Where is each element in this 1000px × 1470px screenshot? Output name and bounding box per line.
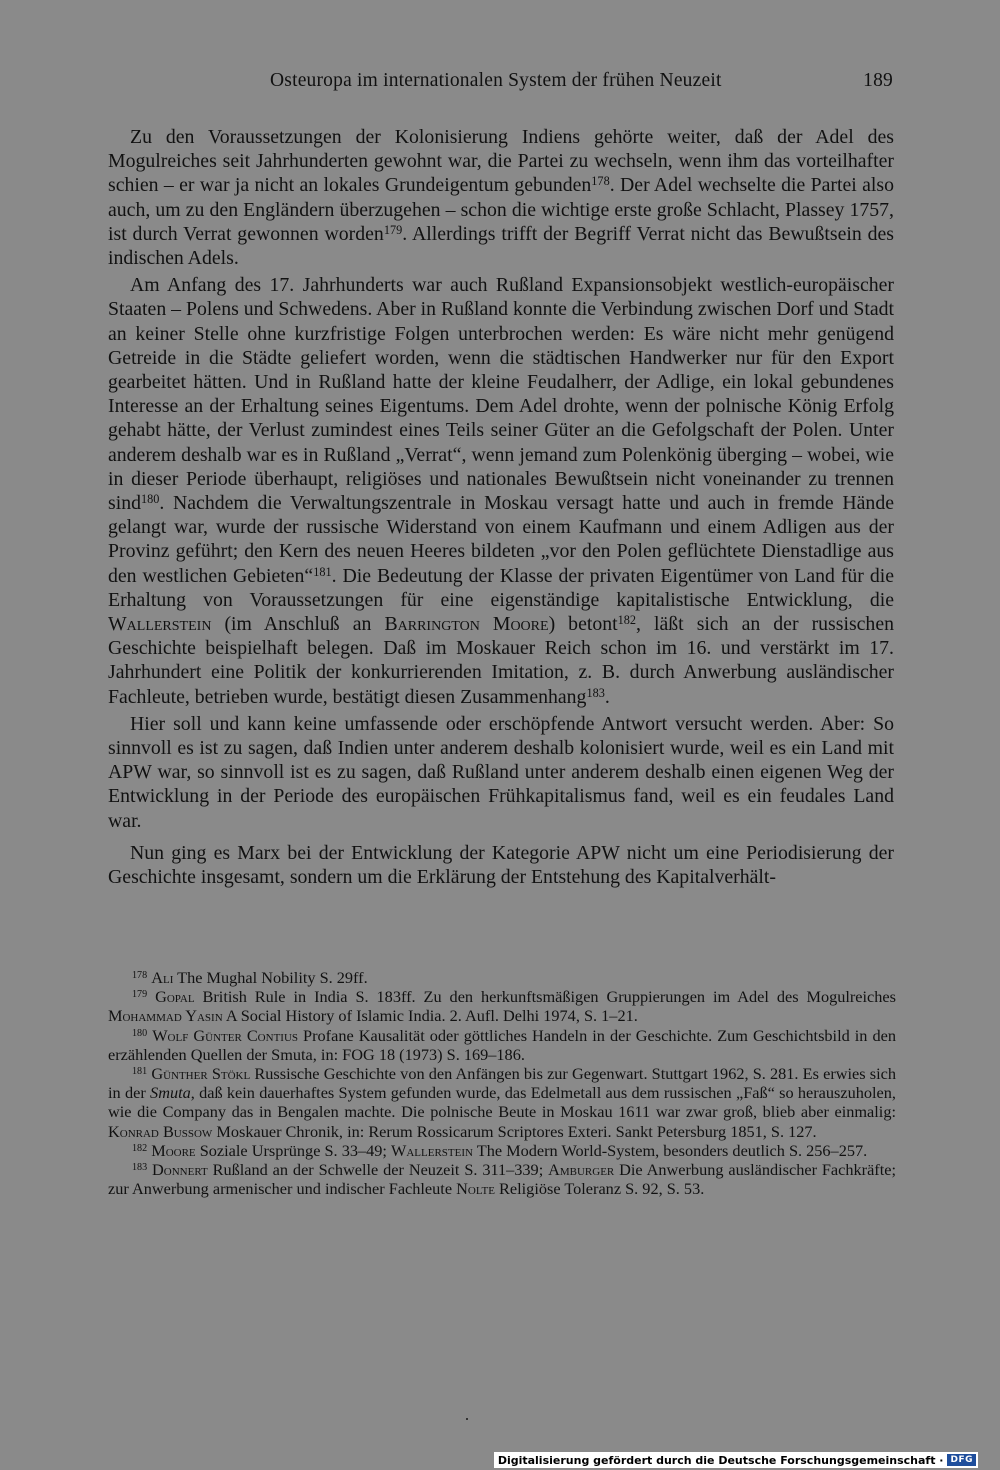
footnote-number: 179: [132, 989, 148, 1001]
running-header: [108, 70, 893, 96]
author-name: Ali: [151, 968, 174, 987]
author-name: Barrington Moore: [384, 613, 549, 636]
footnote-ref-182[interactable]: 182: [617, 612, 637, 627]
author-name: Donnert: [152, 1160, 208, 1180]
text-run: The Mughal Nobility S. 29ff.: [173, 968, 368, 987]
text-run: The Modern World-System, besonders deutlich S. 256–257.: [472, 1140, 868, 1160]
paragraph-4: Nun ging es Marx bei der Entwicklung der Kategorie APW nicht um eine Periodisierung der Geschichte insgesamt, sondern um die Erklärung der Entstehung des Kapitalverhält-: [108, 841, 894, 889]
footnote-ref-181[interactable]: 181: [313, 564, 332, 579]
main-text: [108, 125, 894, 889]
footnote-ref-183[interactable]: 183: [586, 685, 605, 700]
text-run: . Nachdem die Verwaltungszentrale in Moskau versagt hatte und auch in fremde Hände gelangt war, wurde der russische Widerstand von einem Kaufmann und einem Adligen aus der Provinz geführt; den Kern des neuen Heeres bildeten „vor den Polen geflüchtete Dienstadlige aus den westlichen Gebieten“: [108, 492, 894, 587]
footnote-ref-179[interactable]: 179: [383, 222, 403, 237]
footnote-183: [108, 1160, 896, 1198]
text-run: British Rule in India S. 183ff. Zu den herkunftsmäßigen Gruppierungen im Adel des Mogulreiches: [194, 987, 896, 1007]
text-run: .: [604, 685, 610, 708]
text-run: , läßt sich an der russischen Geschichte beispielhaft belegen. Daß im Moskauer Reich schon im 16. und verstärkt im 17. Jahrhundert eine Politik der konkurrierenden Imitation, z. B. durch Anwerbung ausländischer Fachleute, betrieben wurde, bestätigt diesen Zusammenhang: [108, 613, 894, 708]
text-run: Am Anfang des 17. Jahrhunderts war auch Rußland Expansionsobjekt westlich-europäischer Staaten – Polens und Schwedens. Aber in Rußland konnte die Verbindung zwischen Dorf und Stadt an keiner Stelle ohne kurzfristige Folgen unterbrochen werden: Es wäre nicht mehr genügend Getreide in die Städte geliefert worden, wenn die städtischen Handwerker nur für den Export gearbeitet hätten. Und in Rußland hatte der kleine Feudalherr, der Adlige, ein lokal gebundenes Interesse an der Erhaltung seines Eigentums. Dem Adel drohte, wenn der polnische König Erfolg gehabt hätte, der Verlust zumindest eines Teils seiner Güter an die Gefolgschaft der Polen. Unter anderem deshalb war es in Rußland „Verrat“, wenn jemand zum Polenkönig überging – wobei, wie in dieser Periode überhaupt, religiöses und nationales Bewußtsein nicht voneinander zu trennen sind: [108, 274, 894, 515]
running-title: Osteuropa im internationalen System der frühen Neuzeit: [270, 70, 722, 91]
footnote-179: [108, 987, 896, 1025]
text-run: Moskauer Chronik, in: Rerum Rossicarum Scriptores Exteri. Sankt Petersburg 1851, S. 127.: [212, 1121, 817, 1141]
text-run: Religiöse Toleranz S. 92, S. 53.: [494, 1179, 705, 1199]
text-run: Soziale Ursprünge S. 33–49;: [195, 1140, 391, 1160]
italic-term: Smuta: [150, 1083, 191, 1103]
author-name: Konrad Bussow: [108, 1121, 213, 1141]
author-name: Nolte: [456, 1179, 495, 1199]
footnote-ref-178[interactable]: 178: [591, 174, 610, 189]
paragraph-1: [108, 125, 894, 270]
footnote-number: 182: [132, 1142, 148, 1154]
footnote-number: 180: [132, 1027, 148, 1039]
text-run: Profane Kausalität oder göttliches Handeln in der Geschichte. Zum Geschichtsbild in den erzählenden Quellen der Smuta, in: FOG 18 (1973) S. 169–186.: [108, 1025, 896, 1064]
footnote-182: [108, 1141, 896, 1160]
paragraph-3: Hier soll und kann keine umfassende oder erschöpfende Antwort versucht werden. Aber: So sinnvoll es ist zu sagen, daß Indien unter anderem deshalb kolonisiert wurde, weil es ein Land mit APW war, so sinnvoll ist es zu sagen, daß Rußland unter anderem deshalb einen eigenen Weg der Entwicklung in der Periode des europäischen Frühkapitalismus fand, weil es ein feudales Land war.: [108, 712, 894, 832]
text-run: A Social History of Islamic India. 2. Aufl. Delhi 1974, S. 1–21.: [222, 1006, 638, 1026]
author-name: Moore: [151, 1140, 196, 1160]
footnote-number: 183: [132, 1161, 148, 1173]
author-name: Amburger: [548, 1160, 615, 1180]
paragraph-2: [108, 273, 894, 709]
text-run: Zu den Voraussetzungen der Kolonisierung Indiens gehörte weiter, daß der Adel des Mogulreiches seit Jahrhunderten gewohnt war, die Partei zu wechseln, wenn ihm das vorteilhafter schien – er war ja nicht an lokales Grundeigentum gebunden: [108, 126, 894, 197]
footnote-number: 178: [132, 969, 148, 981]
footnote-180: [108, 1026, 896, 1064]
text-run: . Der Adel wechselte die Partei also auch, um zu den Engländern überzugehen – schon die wichtige erste große Schlacht, Plassey 1757, ist durch Verrat gewonnen worden: [108, 174, 894, 245]
scan-speck: [466, 1418, 468, 1420]
dfg-logo: DFG: [947, 1454, 976, 1466]
author-name: Gopal: [155, 987, 195, 1007]
footnote-178: [108, 968, 896, 987]
footnotes: [108, 968, 896, 1198]
author-name: Wallerstein: [391, 1140, 473, 1160]
text-run: , daß kein dauerhaftes System gefunden wurde, das Edelmetall aus dem russischen „Faß“ so herauszuholen, wie die Company das in Bengalen machte. Die polnische Beute in Moskau 1611 war zwar groß, blieb aber einmalig:: [108, 1083, 896, 1122]
author-name: Günther Stökl: [151, 1064, 251, 1084]
text-run: Russische Geschichte von den Anfängen bis zur Gegenwart. Stuttgart 1962, S. 281. Es erwies sich in der: [108, 1064, 896, 1103]
credit-text: Digitalisierung gefördert durch die Deutsche Forschungsgemeinschaft ·: [497, 1453, 944, 1467]
text-run: Die Anwerbung ausländischer Fachkräfte; zur Anwerbung armenischer und indischer Fachleute: [108, 1160, 896, 1199]
text-run: ) betont: [548, 613, 618, 636]
author-name: Wallerstein: [108, 613, 212, 636]
digitization-credit: [494, 1452, 978, 1468]
text-run: . Allerdings trifft der Begriff Verrat nicht das Bewußtsein des indischen Adels.: [108, 222, 894, 270]
author-name: Mohammad Yasin: [108, 1006, 223, 1026]
text-run: Rußland an der Schwelle der Neuzeit S. 311–339;: [207, 1160, 549, 1180]
author-name: Wolf Günter Contius: [152, 1025, 299, 1045]
page-number: 189: [863, 70, 893, 91]
text-run: (im Anschluß an: [211, 613, 385, 636]
footnote-ref-180[interactable]: 180: [140, 491, 160, 506]
footnote-181: [108, 1064, 896, 1141]
footnote-number: 181: [132, 1065, 148, 1077]
text-run: . Die Bedeutung der Klasse der privaten Eigentümer von Land für die Erhaltung von Voraussetzungen für eine eigenständige kapitalistische Entwicklung, die: [108, 564, 894, 611]
